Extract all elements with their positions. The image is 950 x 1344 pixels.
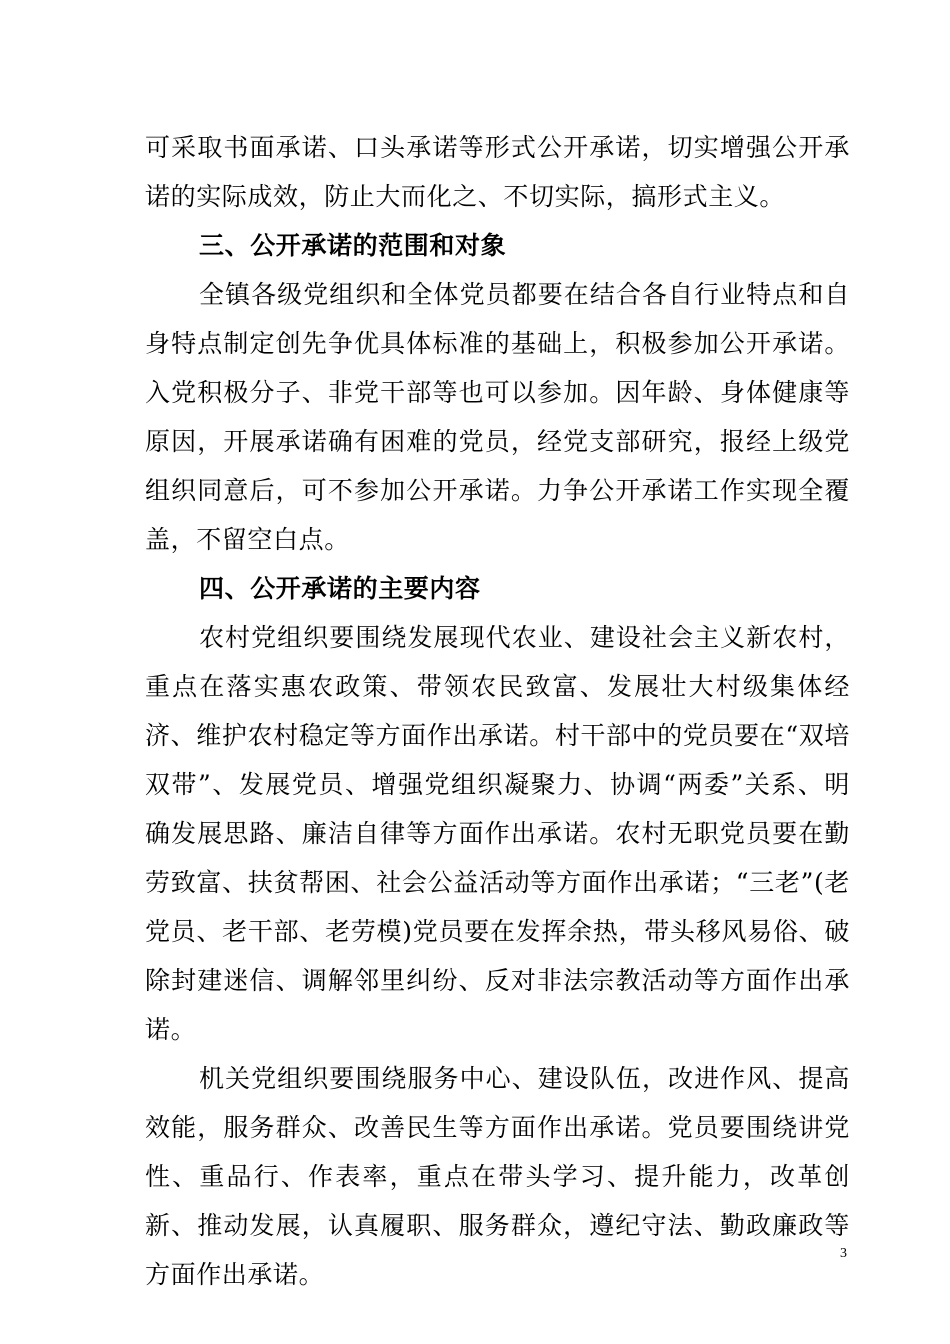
paragraph-rural: 农村党组织要围绕发展现代农业、建设社会主义新农村，重点在落实惠农政策、带领农民致富、发展壮大村级集体经济、维护农村稳定等方面作出承诺。村干部中的党员要在“双培双带”、发展党员、增强党组织凝聚力、协调“两委”关系、明确发展思路、廉洁自律等方面作出承诺。农村无职党员要在勤劳致富、扶贫帮困、社会公益活动等方面作出承诺；“三老”(老党员、老干部、老劳模)党员要在发挥余热，带头移风易俗、破除封建迷信、调解邻里纠纷、反对非法宗教活动等方面作出承诺。 xyxy=(145,623,850,1044)
section-heading-3: 三、公开承诺的范围和对象 xyxy=(199,231,507,260)
paragraph-continued: 可采取书面承诺、口头承诺等形式公开承诺，切实增强公开承诺的实际成效，防止大而化之、不切实际，搞形式主义。 xyxy=(145,133,850,211)
paragraph-scope: 全镇各级党组织和全体党员都要在结合各自行业特点和自身特点制定创先争优具体标准的基础上，积极参加公开承诺。入党积极分子、非党干部等也可以参加。因年龄、身体健康等原因，开展承诺确有困难的党员，经党支部研究，报经上级党组织同意后，可不参加公开承诺。力争公开承诺工作实现全覆盖，不留空白点。 xyxy=(145,280,850,554)
document-body xyxy=(145,123,850,1299)
paragraph-agency: 机关党组织要围绕服务中心、建设队伍，改进作风、提高效能，服务群众、改善民生等方面作出承诺。党员要围绕讲党性、重品行、作表率，重点在带头学习、提升能力，改革创新、推动发展，认真履职、服务群众，遵纪守法、勤政廉政等方面作出承诺。 xyxy=(145,1064,850,1289)
page-number: 3 xyxy=(840,1246,847,1261)
section-heading-4: 四、公开承诺的主要内容 xyxy=(199,574,481,603)
